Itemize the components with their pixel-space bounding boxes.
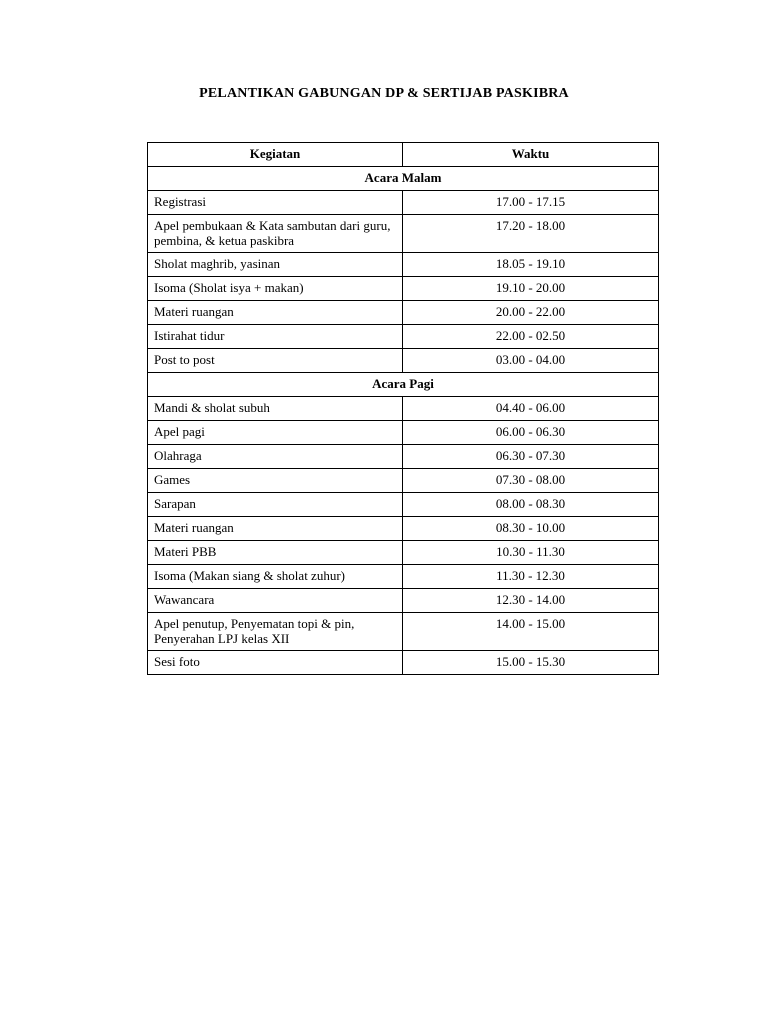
time-cell: 11.30 - 12.30 [403,565,659,589]
activity-cell: Materi PBB [148,541,403,565]
schedule-table [147,142,659,675]
table-row [148,589,659,613]
activity-cell: Sholat maghrib, yasinan [148,253,403,277]
table-row [148,277,659,301]
time-cell: 06.00 - 06.30 [403,421,659,445]
section-header-evening [148,167,659,191]
table-row [148,493,659,517]
table-row [148,517,659,541]
section-header-morning [148,373,659,397]
table-row [148,397,659,421]
table-row [148,651,659,675]
table-row [148,191,659,215]
column-header-activity: Kegiatan [148,143,403,167]
table-row [148,445,659,469]
activity-cell: Apel penutup, Penyematan topi & pin, Penyerahan LPJ kelas XII [148,613,403,651]
activity-cell: Apel pembukaan & Kata sambutan dari guru, pembina, & ketua paskibra [148,215,403,253]
time-cell: 06.30 - 07.30 [403,445,659,469]
time-cell: 17.20 - 18.00 [403,215,659,253]
time-cell: 10.30 - 11.30 [403,541,659,565]
activity-cell: Sesi foto [148,651,403,675]
activity-cell: Sarapan [148,493,403,517]
table-row [148,325,659,349]
activity-cell: Wawancara [148,589,403,613]
table-row [148,301,659,325]
time-cell: 19.10 - 20.00 [403,277,659,301]
table-header-row [148,143,659,167]
activity-cell: Isoma (Sholat isya + makan) [148,277,403,301]
activity-cell: Mandi & sholat subuh [148,397,403,421]
table-row [148,565,659,589]
table-row [148,253,659,277]
time-cell: 03.00 - 04.00 [403,349,659,373]
column-header-time: Waktu [403,143,659,167]
activity-cell: Post to post [148,349,403,373]
time-cell: 20.00 - 22.00 [403,301,659,325]
time-cell: 15.00 - 15.30 [403,651,659,675]
activity-cell: Apel pagi [148,421,403,445]
section-title: Acara Malam [148,167,659,191]
activity-cell: Isoma (Makan siang & sholat zuhur) [148,565,403,589]
activity-cell: Materi ruangan [148,301,403,325]
table-row [148,349,659,373]
time-cell: 08.30 - 10.00 [403,517,659,541]
time-cell: 14.00 - 15.00 [403,613,659,651]
time-cell: 08.00 - 08.30 [403,493,659,517]
section-title: Acara Pagi [148,373,659,397]
page-title: PELANTIKAN GABUNGAN DP & SERTIJAB PASKIBRA [199,86,569,101]
time-cell: 07.30 - 08.00 [403,469,659,493]
table-row [148,421,659,445]
activity-cell: Games [148,469,403,493]
activity-cell: Registrasi [148,191,403,215]
time-cell: 12.30 - 14.00 [403,589,659,613]
activity-cell: Materi ruangan [148,517,403,541]
time-cell: 22.00 - 02.50 [403,325,659,349]
table-row [148,541,659,565]
time-cell: 04.40 - 06.00 [403,397,659,421]
table-row [148,215,659,253]
time-cell: 18.05 - 19.10 [403,253,659,277]
activity-cell: Istirahat tidur [148,325,403,349]
activity-cell: Olahraga [148,445,403,469]
table-row [148,469,659,493]
time-cell: 17.00 - 17.15 [403,191,659,215]
table-row [148,613,659,651]
